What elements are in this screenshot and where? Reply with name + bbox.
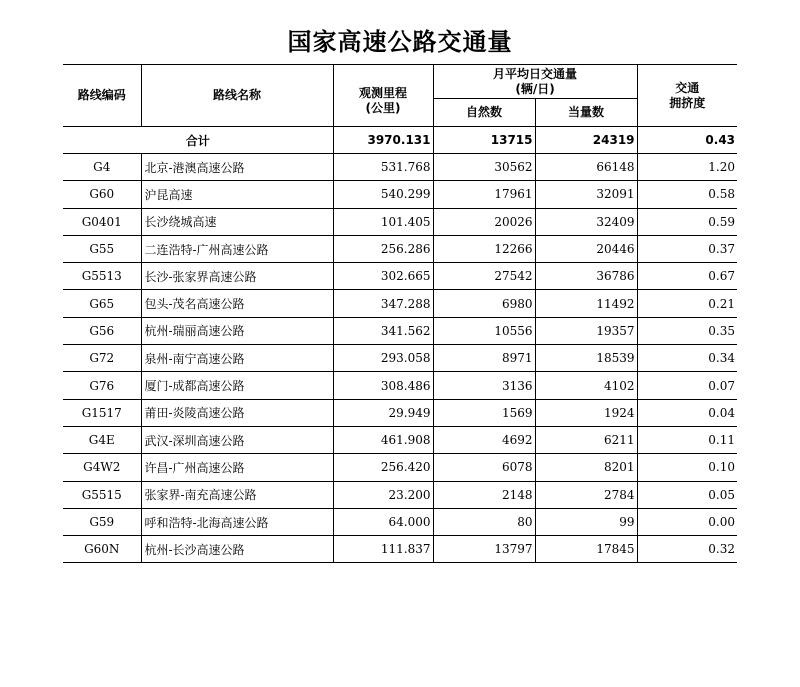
page-title: 国家高速公路交通量 — [287, 28, 513, 56]
equivalent-count-cell: 6211 — [535, 426, 637, 453]
natural-count-cell: 13797 — [433, 536, 535, 563]
congestion-cell: 0.05 — [637, 481, 737, 508]
equivalent-count-cell: 17845 — [535, 536, 637, 563]
table-row — [63, 426, 737, 453]
congestion-cell: 0.07 — [637, 372, 737, 399]
mileage-cell: 29.949 — [333, 399, 433, 426]
table-row — [63, 372, 737, 399]
equivalent-count-cell: 20446 — [535, 235, 637, 262]
congestion-cell: 1.20 — [637, 154, 737, 181]
congestion-cell: 0.11 — [637, 426, 737, 453]
route-name-cell: 包头-茂名高速公路 — [141, 290, 333, 317]
route-name-cell: 北京-港澳高速公路 — [141, 154, 333, 181]
route-name-cell: 厦门-成都高速公路 — [141, 372, 333, 399]
header-congestion: 交通 拥挤度 — [637, 65, 737, 127]
route-name-cell: 长沙绕城高速 — [141, 208, 333, 235]
mileage-cell: 256.286 — [333, 235, 433, 262]
natural-count-cell: 20026 — [433, 208, 535, 235]
table-row — [63, 154, 737, 181]
equivalent-count-cell: 32091 — [535, 181, 637, 208]
route-code-cell: G76 — [63, 372, 141, 399]
route-code-cell: G4W2 — [63, 454, 141, 481]
route-name-cell: 许昌-广州高速公路 — [141, 454, 333, 481]
congestion-cell: 0.37 — [637, 235, 737, 262]
route-name-cell: 泉州-南宁高速公路 — [141, 345, 333, 372]
equivalent-count-cell: 2784 — [535, 481, 637, 508]
header-volume: 月平均日交通量 (辆/日) — [433, 65, 637, 99]
route-code-cell: G56 — [63, 317, 141, 344]
mileage-cell: 308.486 — [333, 372, 433, 399]
congestion-cell: 0.21 — [637, 290, 737, 317]
table-row — [63, 317, 737, 344]
route-code-cell: G60 — [63, 181, 141, 208]
natural-count-cell: 1569 — [433, 399, 535, 426]
congestion-cell: 0.59 — [637, 208, 737, 235]
table-row — [63, 481, 737, 508]
natural-count-cell: 6078 — [433, 454, 535, 481]
mileage-cell: 347.288 — [333, 290, 433, 317]
total-label: 合计 — [63, 127, 333, 154]
mileage-cell: 101.405 — [333, 208, 433, 235]
mileage-cell: 531.768 — [333, 154, 433, 181]
table-row — [63, 508, 737, 535]
route-name-cell: 长沙-张家界高速公路 — [141, 263, 333, 290]
header-name: 路线名称 — [141, 65, 333, 127]
route-code-cell: G59 — [63, 508, 141, 535]
total-equivalent: 24319 — [535, 127, 637, 154]
total-congestion: 0.43 — [637, 127, 737, 154]
mileage-cell: 256.420 — [333, 454, 433, 481]
table-row — [63, 181, 737, 208]
table-row — [63, 235, 737, 262]
mileage-cell: 461.908 — [333, 426, 433, 453]
natural-count-cell: 27542 — [433, 263, 535, 290]
congestion-cell: 0.58 — [637, 181, 737, 208]
congestion-cell: 0.35 — [637, 317, 737, 344]
table-row — [63, 454, 737, 481]
route-code-cell: G72 — [63, 345, 141, 372]
congestion-cell: 0.00 — [637, 508, 737, 535]
route-code-cell: G5513 — [63, 263, 141, 290]
route-name-cell: 二连浩特-广州高速公路 — [141, 235, 333, 262]
equivalent-count-cell: 36786 — [535, 263, 637, 290]
route-name-cell: 莆田-炎陵高速公路 — [141, 399, 333, 426]
route-code-cell: G65 — [63, 290, 141, 317]
natural-count-cell: 17961 — [433, 181, 535, 208]
route-code-cell: G1517 — [63, 399, 141, 426]
mileage-cell: 293.058 — [333, 345, 433, 372]
natural-count-cell: 4692 — [433, 426, 535, 453]
equivalent-count-cell: 19357 — [535, 317, 637, 344]
table-row — [63, 345, 737, 372]
congestion-cell: 0.04 — [637, 399, 737, 426]
equivalent-count-cell: 18539 — [535, 345, 637, 372]
header-code: 路线编码 — [63, 65, 141, 127]
header-equivalent: 当量数 — [535, 99, 637, 127]
equivalent-count-cell: 99 — [535, 508, 637, 535]
table-row — [63, 399, 737, 426]
route-name-cell: 武汉-深圳高速公路 — [141, 426, 333, 453]
natural-count-cell: 12266 — [433, 235, 535, 262]
congestion-cell: 0.34 — [637, 345, 737, 372]
table-row — [63, 263, 737, 290]
natural-count-cell: 3136 — [433, 372, 535, 399]
equivalent-count-cell: 1924 — [535, 399, 637, 426]
natural-count-cell: 2148 — [433, 481, 535, 508]
route-name-cell: 呼和浩特-北海高速公路 — [141, 508, 333, 535]
congestion-cell: 0.67 — [637, 263, 737, 290]
table-row — [63, 208, 737, 235]
route-name-cell: 张家界-南充高速公路 — [141, 481, 333, 508]
route-code-cell: G5515 — [63, 481, 141, 508]
route-name-cell: 沪昆高速 — [141, 181, 333, 208]
mileage-cell: 302.665 — [333, 263, 433, 290]
natural-count-cell: 8971 — [433, 345, 535, 372]
equivalent-count-cell: 11492 — [535, 290, 637, 317]
table-row — [63, 290, 737, 317]
total-natural: 13715 — [433, 127, 535, 154]
route-name-cell: 杭州-瑞丽高速公路 — [141, 317, 333, 344]
mileage-cell: 111.837 — [333, 536, 433, 563]
route-code-cell: G60N — [63, 536, 141, 563]
route-code-cell: G55 — [63, 235, 141, 262]
table-row — [63, 536, 737, 563]
mileage-cell: 540.299 — [333, 181, 433, 208]
equivalent-count-cell: 66148 — [535, 154, 637, 181]
equivalent-count-cell: 4102 — [535, 372, 637, 399]
natural-count-cell: 80 — [433, 508, 535, 535]
mileage-cell: 23.200 — [333, 481, 433, 508]
congestion-cell: 0.10 — [637, 454, 737, 481]
natural-count-cell: 10556 — [433, 317, 535, 344]
mileage-cell: 341.562 — [333, 317, 433, 344]
equivalent-count-cell: 32409 — [535, 208, 637, 235]
natural-count-cell: 30562 — [433, 154, 535, 181]
congestion-cell: 0.32 — [637, 536, 737, 563]
route-code-cell: G4 — [63, 154, 141, 181]
header-natural: 自然数 — [433, 99, 535, 127]
route-name-cell: 杭州-长沙高速公路 — [141, 536, 333, 563]
total-row — [63, 127, 737, 154]
traffic-table — [63, 64, 737, 563]
natural-count-cell: 6980 — [433, 290, 535, 317]
equivalent-count-cell: 8201 — [535, 454, 637, 481]
total-mileage: 3970.131 — [333, 127, 433, 154]
header-mileage: 观测里程 (公里) — [333, 65, 433, 127]
route-code-cell: G0401 — [63, 208, 141, 235]
mileage-cell: 64.000 — [333, 508, 433, 535]
route-code-cell: G4E — [63, 426, 141, 453]
